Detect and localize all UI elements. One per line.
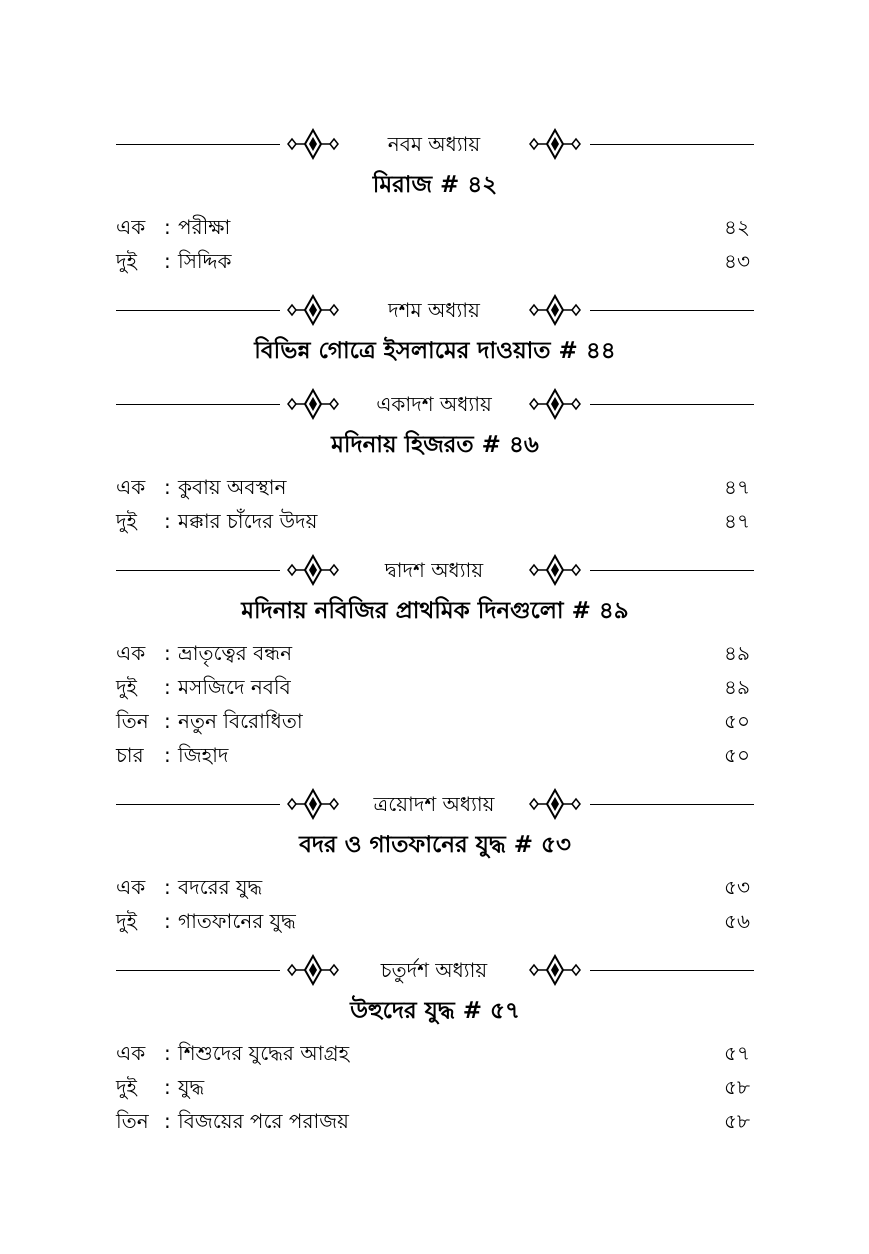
entry-colon: : <box>164 1041 171 1065</box>
entry-title: সিদ্দিক <box>178 249 232 273</box>
entry-page-number: ৫০ <box>724 743 750 767</box>
entry-title: বিজয়ের পরে পরাজয় <box>178 1109 349 1133</box>
entry-number: এক <box>116 641 146 665</box>
entry-number: এক <box>116 475 146 499</box>
diamond-flourish-icon <box>278 388 348 420</box>
chapter-title: বিভিন্ন গোত্রে ইসলামের দাওয়াত # ৪৪ <box>254 338 616 364</box>
chapter-section <box>116 284 754 372</box>
diamond-flourish-icon <box>520 388 590 420</box>
entry-page-number: ৫৭ <box>724 1041 750 1065</box>
entry-colon: : <box>164 215 171 239</box>
entry-colon: : <box>164 909 171 933</box>
entry-title: শিশুদের যুদ্ধের আগ্রহ <box>178 1041 350 1065</box>
entry-colon: : <box>164 1075 171 1099</box>
entry-number: দুই <box>116 909 137 933</box>
toc-entry <box>116 738 754 772</box>
entry-number: তিন <box>116 709 149 733</box>
entry-number: দুই <box>116 1075 137 1099</box>
entry-number: দুই <box>116 675 137 699</box>
chapter-divider <box>116 778 754 830</box>
entry-number: তিন <box>116 1109 149 1133</box>
chapter-section <box>116 778 754 938</box>
divider-rule-left <box>116 804 280 805</box>
entry-page-number: ৪৯ <box>724 641 750 665</box>
entry-title: কুবায় অবস্থান <box>178 475 287 499</box>
entry-title: ভ্রাতৃত্বের বন্ধন <box>178 641 293 665</box>
toc-entry <box>116 470 754 504</box>
toc-entry <box>116 1036 754 1070</box>
chapter-section <box>116 944 754 1138</box>
entry-page-number: ৫৮ <box>724 1075 750 1099</box>
entry-page-number: ৫০ <box>724 709 750 733</box>
chapter-divider <box>116 284 754 336</box>
entry-number: এক <box>116 1041 146 1065</box>
entry-page-number: ৫৮ <box>724 1109 750 1133</box>
chapter-section <box>116 378 754 538</box>
entry-title: পরীক্ষা <box>178 215 231 239</box>
divider-rule-left <box>116 310 280 311</box>
diamond-flourish-icon <box>520 554 590 586</box>
entry-title: মসজিদে নববি <box>178 675 291 699</box>
chapter-divider <box>116 544 754 596</box>
entry-number: দুই <box>116 249 137 273</box>
toc-entry <box>116 1070 754 1104</box>
entry-page-number: ৫৩ <box>724 875 750 899</box>
entry-colon: : <box>164 743 171 767</box>
diamond-flourish-icon <box>520 128 590 160</box>
toc-entry <box>116 504 754 538</box>
diamond-flourish-icon <box>520 788 590 820</box>
chapter-title: মদিনায় হিজরত # ৪৬ <box>331 432 539 458</box>
entry-colon: : <box>164 641 171 665</box>
diamond-flourish-icon <box>278 788 348 820</box>
diamond-flourish-icon <box>278 128 348 160</box>
entry-title: জিহাদ <box>178 743 229 767</box>
chapter-label: ত্রয়োদশ অধ্যায় <box>373 792 495 816</box>
toc-entry <box>116 636 754 670</box>
chapter-divider <box>116 378 754 430</box>
divider-rule-right <box>590 404 754 405</box>
diamond-flourish-icon <box>278 554 348 586</box>
entry-colon: : <box>164 675 171 699</box>
chapter-title: মদিনায় নবিজির প্রাথমিক দিনগুলো # ৪৯ <box>241 598 629 624</box>
diamond-flourish-icon <box>278 954 348 986</box>
entry-title: যুদ্ধ <box>178 1075 205 1099</box>
entry-title: বদরের যুদ্ধ <box>178 875 263 899</box>
divider-rule-left <box>116 970 280 971</box>
entry-title: গাতফানের যুদ্ধ <box>178 909 296 933</box>
entry-colon: : <box>164 875 171 899</box>
chapter-section <box>116 118 754 278</box>
chapter-title: বদর ও গাতফানের যুদ্ধ # ৫৩ <box>299 832 571 858</box>
entry-number: দুই <box>116 509 137 533</box>
entry-title: মক্কার চাঁদের উদয় <box>178 509 318 533</box>
entry-page-number: ৪৯ <box>724 675 750 699</box>
entry-colon: : <box>164 709 171 733</box>
chapter-divider <box>116 944 754 996</box>
toc-entry <box>116 870 754 904</box>
divider-rule-right <box>590 970 754 971</box>
entry-colon: : <box>164 1109 171 1133</box>
toc-entry <box>116 1104 754 1138</box>
toc-entry <box>116 210 754 244</box>
entry-number: এক <box>116 215 146 239</box>
chapter-label: একাদশ অধ্যায় <box>376 392 492 416</box>
table-of-contents <box>116 118 754 1144</box>
divider-rule-left <box>116 404 280 405</box>
entry-page-number: ৫৬ <box>724 909 750 933</box>
toc-entry <box>116 904 754 938</box>
entry-colon: : <box>164 509 171 533</box>
divider-rule-left <box>116 144 280 145</box>
divider-rule-left <box>116 570 280 571</box>
chapter-title: উহুদের যুদ্ধ # ৫৭ <box>350 998 520 1024</box>
entry-page-number: ৪৩ <box>724 249 750 273</box>
entry-colon: : <box>164 475 171 499</box>
chapter-section <box>116 544 754 772</box>
diamond-flourish-icon <box>278 294 348 326</box>
toc-entry <box>116 704 754 738</box>
divider-rule-right <box>590 570 754 571</box>
toc-entry <box>116 670 754 704</box>
entry-page-number: ৪৭ <box>724 475 750 499</box>
chapter-title: মিরাজ # ৪২ <box>372 172 498 198</box>
diamond-flourish-icon <box>520 294 590 326</box>
entry-page-number: ৪৭ <box>724 509 750 533</box>
chapter-label: দ্বাদশ অধ্যায় <box>384 558 484 582</box>
entry-title: নতুন বিরোধিতা <box>178 709 303 733</box>
entry-colon: : <box>164 249 171 273</box>
diamond-flourish-icon <box>520 954 590 986</box>
divider-rule-right <box>590 144 754 145</box>
chapter-label: দশম অধ্যায় <box>388 298 480 322</box>
divider-rule-right <box>590 804 754 805</box>
divider-rule-right <box>590 310 754 311</box>
toc-entry <box>116 244 754 278</box>
entry-page-number: ৪২ <box>724 215 750 239</box>
chapter-divider <box>116 118 754 170</box>
chapter-label: নবম অধ্যায় <box>387 132 481 156</box>
entry-number: চার <box>116 743 144 767</box>
entry-number: এক <box>116 875 146 899</box>
chapter-label: চতুর্দশ অধ্যায় <box>380 958 488 982</box>
